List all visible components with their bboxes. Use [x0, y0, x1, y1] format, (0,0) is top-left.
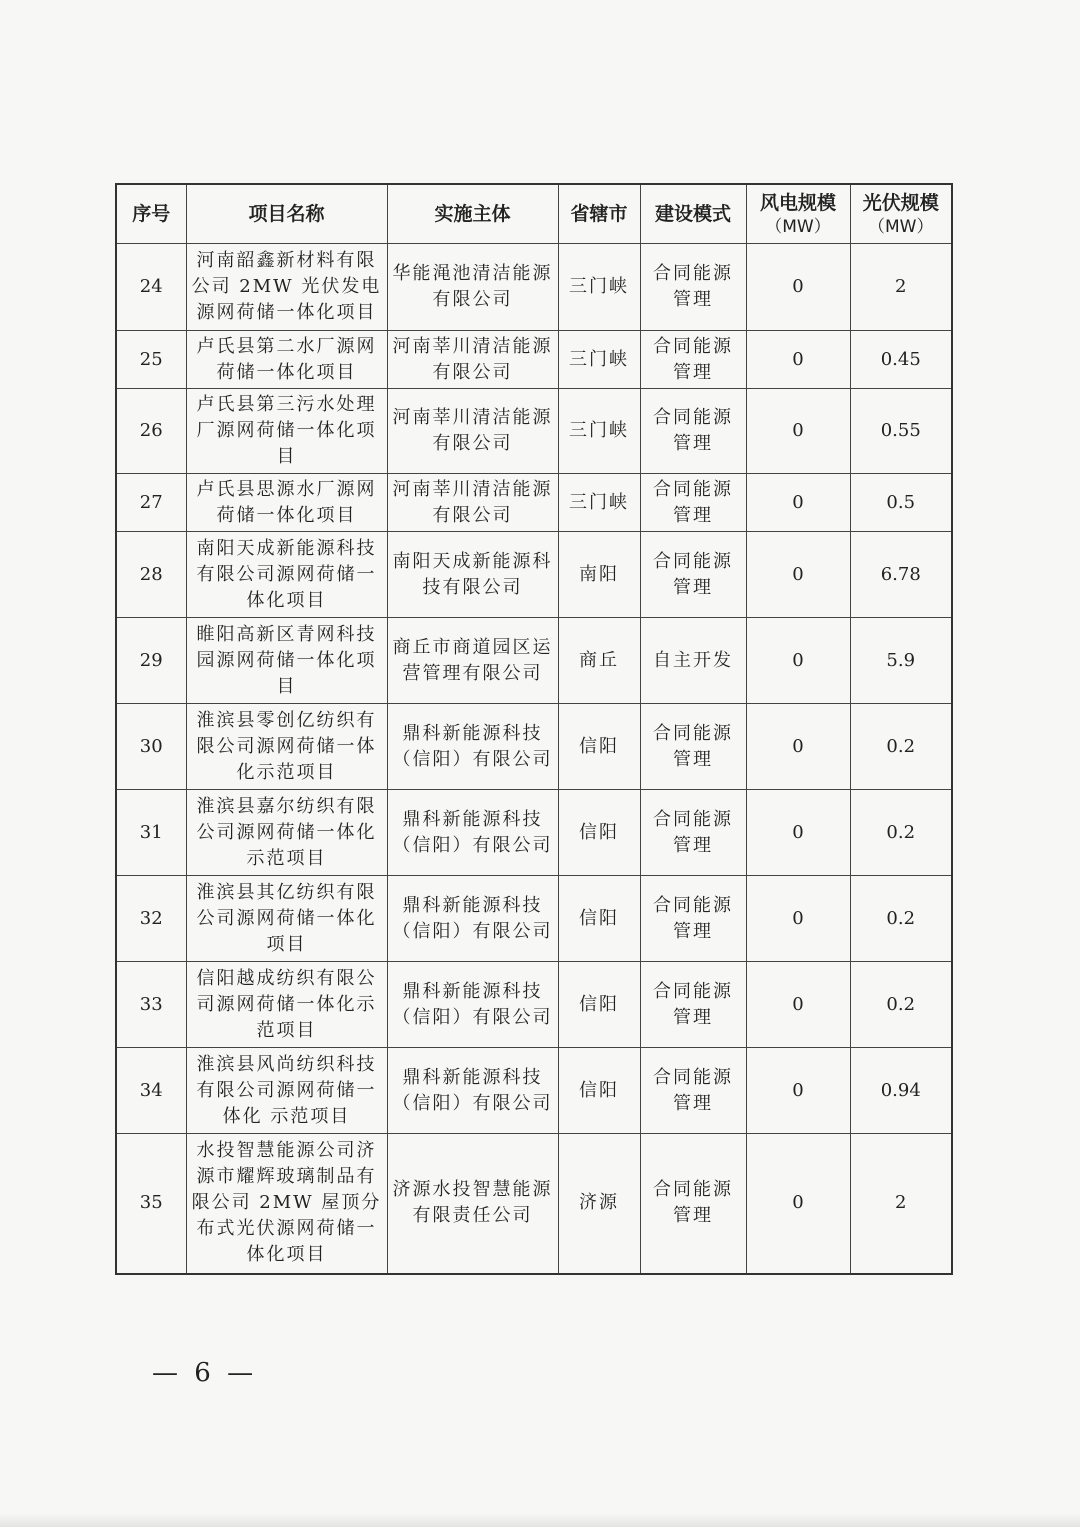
cell-project-name: 信阳越成纺织有限公司源网荷储一体化示范项目 — [186, 962, 387, 1048]
cell-city: 信阳 — [558, 1048, 640, 1134]
cell-city: 信阳 — [558, 790, 640, 876]
table-row — [116, 1048, 952, 1134]
cell-project-name: 卢氏县思源水厂源网荷储一体化项目 — [186, 474, 387, 532]
cell-wind: 0 — [746, 618, 850, 704]
cell-wind: 0 — [746, 1134, 850, 1274]
cell-mode: 自主开发 — [640, 618, 746, 704]
cell-solar: 6.78 — [850, 532, 952, 618]
cell-project-name: 淮滨县其亿纺织有限公司源网荷储一体化项目 — [186, 876, 387, 962]
cell-solar: 0.2 — [850, 876, 952, 962]
cell-wind: 0 — [746, 704, 850, 790]
header-project-name: 项目名称 — [186, 184, 387, 244]
cell-seq: 35 — [116, 1134, 186, 1274]
cell-wind: 0 — [746, 876, 850, 962]
cell-entity: 鼎科新能源科技（信阳）有限公司 — [387, 962, 558, 1048]
table-row — [116, 474, 952, 532]
cell-solar: 0.55 — [850, 389, 952, 474]
cell-entity: 鼎科新能源科技（信阳）有限公司 — [387, 704, 558, 790]
cell-entity: 商丘市商道园区运营管理有限公司 — [387, 618, 558, 704]
cell-entity: 河南莘川清洁能源有限公司 — [387, 389, 558, 474]
cell-wind: 0 — [746, 790, 850, 876]
header-seq: 序号 — [116, 184, 186, 244]
cell-city: 信阳 — [558, 962, 640, 1048]
cell-wind: 0 — [746, 962, 850, 1048]
header-wind — [746, 184, 850, 244]
table-row — [116, 389, 952, 474]
cell-project-name: 睢阳高新区青网科技园源网荷储一体化项目 — [186, 618, 387, 704]
cell-solar: 0.2 — [850, 962, 952, 1048]
table-row — [116, 704, 952, 790]
header-solar-label: 光伏规模 — [862, 192, 939, 214]
table-row — [116, 962, 952, 1048]
cell-mode: 合同能源管理 — [640, 1048, 746, 1134]
cell-wind: 0 — [746, 331, 850, 389]
cell-mode: 合同能源管理 — [640, 790, 746, 876]
header-mode: 建设模式 — [640, 184, 746, 244]
cell-city: 信阳 — [558, 704, 640, 790]
cell-seq: 29 — [116, 618, 186, 704]
cell-solar: 0.94 — [850, 1048, 952, 1134]
cell-seq: 28 — [116, 532, 186, 618]
header-entity: 实施主体 — [387, 184, 558, 244]
cell-project-name: 淮滨县零创亿纺织有限公司源网荷储一体化示范项目 — [186, 704, 387, 790]
cell-entity: 济源水投智慧能源有限责任公司 — [387, 1134, 558, 1274]
cell-project-name: 卢氏县第二水厂源网荷储一体化项目 — [186, 331, 387, 389]
table-row — [116, 331, 952, 389]
header-wind-label: 风电规模 — [759, 192, 836, 214]
cell-solar: 2 — [850, 244, 952, 331]
cell-seq: 24 — [116, 244, 186, 331]
cell-project-name: 水投智慧能源公司济源市耀辉玻璃制品有限公司 2MW 屋顶分布式光伏源网荷储一体化项目 — [186, 1134, 387, 1274]
header-solar-unit: （MW） — [868, 217, 934, 237]
cell-entity: 南阳天成新能源科技有限公司 — [387, 532, 558, 618]
header-wind-unit: （MW） — [765, 217, 831, 237]
table-row — [116, 876, 952, 962]
cell-mode: 合同能源管理 — [640, 244, 746, 331]
cell-solar: 5.9 — [850, 618, 952, 704]
cell-entity: 鼎科新能源科技（信阳）有限公司 — [387, 1048, 558, 1134]
cell-mode: 合同能源管理 — [640, 962, 746, 1048]
cell-seq: 34 — [116, 1048, 186, 1134]
page-edge — [0, 1513, 1080, 1527]
cell-wind: 0 — [746, 389, 850, 474]
cell-wind: 0 — [746, 244, 850, 331]
cell-project-name: 淮滨县嘉尔纺织有限公司源网荷储一体化示范项目 — [186, 790, 387, 876]
cell-solar: 0.45 — [850, 331, 952, 389]
cell-city: 三门峡 — [558, 389, 640, 474]
cell-entity: 河南莘川清洁能源有限公司 — [387, 331, 558, 389]
header-city: 省辖市 — [558, 184, 640, 244]
cell-seq: 25 — [116, 331, 186, 389]
table-row — [116, 532, 952, 618]
cell-mode: 合同能源管理 — [640, 331, 746, 389]
cell-solar: 0.5 — [850, 474, 952, 532]
cell-project-name: 卢氏县第三污水处理厂源网荷储一体化项目 — [186, 389, 387, 474]
cell-seq: 30 — [116, 704, 186, 790]
cell-solar: 0.2 — [850, 790, 952, 876]
table-row — [116, 244, 952, 331]
cell-city: 济源 — [558, 1134, 640, 1274]
table-row — [116, 618, 952, 704]
cell-mode: 合同能源管理 — [640, 1134, 746, 1274]
cell-city: 商丘 — [558, 618, 640, 704]
project-table — [115, 183, 953, 1275]
cell-seq: 31 — [116, 790, 186, 876]
cell-seq: 27 — [116, 474, 186, 532]
header-solar — [850, 184, 952, 244]
cell-entity: 鼎科新能源科技（信阳）有限公司 — [387, 876, 558, 962]
table-body — [116, 244, 952, 1274]
cell-mode: 合同能源管理 — [640, 474, 746, 532]
cell-entity: 华能渑池清洁能源有限公司 — [387, 244, 558, 331]
cell-entity: 河南莘川清洁能源有限公司 — [387, 474, 558, 532]
cell-project-name: 淮滨县风尚纺织科技有限公司源网荷储一体化 示范项目 — [186, 1048, 387, 1134]
cell-wind: 0 — [746, 474, 850, 532]
cell-mode: 合同能源管理 — [640, 532, 746, 618]
cell-wind: 0 — [746, 1048, 850, 1134]
cell-seq: 32 — [116, 876, 186, 962]
cell-city: 信阳 — [558, 876, 640, 962]
table-row — [116, 790, 952, 876]
cell-project-name: 河南韶鑫新材料有限公司 2MW 光伏发电源网荷储一体化项目 — [186, 244, 387, 331]
cell-mode: 合同能源管理 — [640, 704, 746, 790]
table-row — [116, 1134, 952, 1274]
cell-seq: 26 — [116, 389, 186, 474]
cell-city: 三门峡 — [558, 474, 640, 532]
cell-mode: 合同能源管理 — [640, 876, 746, 962]
cell-solar: 0.2 — [850, 704, 952, 790]
cell-city: 三门峡 — [558, 244, 640, 331]
cell-city: 南阳 — [558, 532, 640, 618]
table-header-row — [116, 184, 952, 244]
cell-entity: 鼎科新能源科技（信阳）有限公司 — [387, 790, 558, 876]
cell-seq: 33 — [116, 962, 186, 1048]
cell-project-name: 南阳天成新能源科技有限公司源网荷储一体化项目 — [186, 532, 387, 618]
page-number: — 6 — — [152, 1358, 258, 1388]
cell-wind: 0 — [746, 532, 850, 618]
cell-solar: 2 — [850, 1134, 952, 1274]
cell-city: 三门峡 — [558, 331, 640, 389]
cell-mode: 合同能源管理 — [640, 389, 746, 474]
